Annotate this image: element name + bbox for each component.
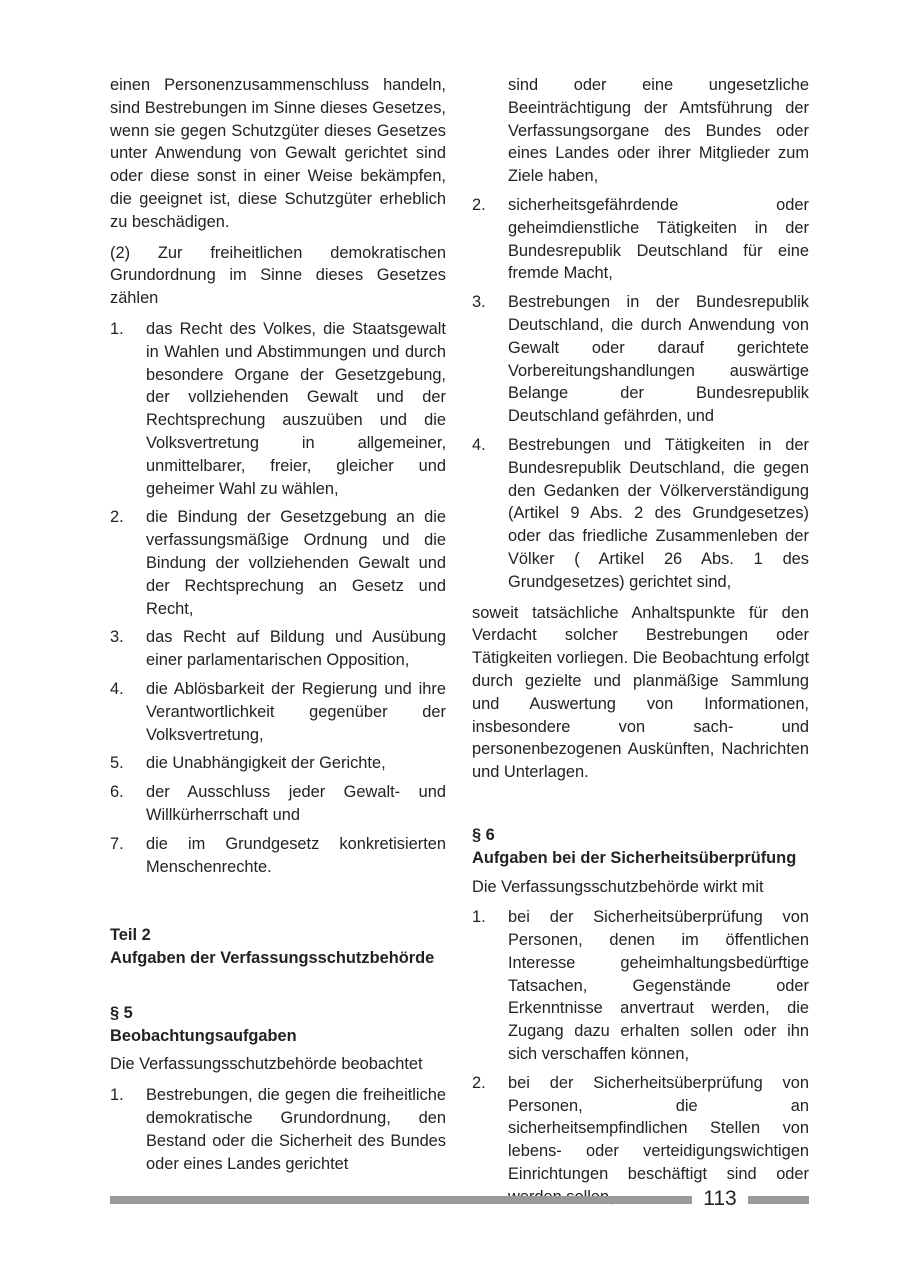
list-item-text: bei der Sicherheitsüberprüfung von Personen, denen im öffentlichen Interesse geheimhaltungsbedürftige Tatsachen, Gegenstände oder Erkenntnisse anvertraut werden, die Zugang dazu erhalten sollen oder ihn sich verschaffen können,: [508, 908, 809, 1064]
section-6-title: Aufgaben bei der Sicherheitsüberprüfung: [472, 848, 797, 867]
list-item: [110, 1084, 446, 1175]
page-number: 113: [703, 1187, 737, 1210]
list-item-text: sind oder eine ungesetzliche Beeinträchtigung der Amtsführung der Verfassungsorgane des Bundes oder eines Landes oder ihrer Mitglieder zum Ziele haben,: [508, 76, 809, 186]
list-item-text: bei der Sicherheitsüberprüfung von Personen, die an sicherheitsempfindlichen Stellen von lebens- oder verteidigungswichtigen Einrichtungen beschäftigt sind oder: [508, 1073, 809, 1184]
list-item-text: Bestrebungen, die gegen die freiheitliche demokratische Grundordnung, den Bestand oder die Sicherheit des Bundes oder eines Landes gerichtet: [146, 1086, 446, 1173]
section-5-label: § 5: [110, 1003, 133, 1022]
list-item: [472, 1072, 809, 1209]
list-number: 6.: [110, 783, 124, 802]
list-number: 3.: [110, 628, 124, 647]
list-item: [110, 506, 446, 620]
fdgo-list: [110, 318, 446, 878]
intro-paragraph: einen Personenzusammenschluss handeln, sind Bestrebungen im Sinne dieses Gesetzes, wenn sie gegen Schutzgüter dieses Gesetzes unter Anwendung von Gewalt gerichtet sind oder diese sonst in einer Weise bekämpfen, die geeignet ist, diese Schutzgüter erheblich zu beschädigen.: [110, 76, 446, 231]
list-item: [110, 833, 446, 879]
list-item-text: sicherheitsgefährdende oder geheimdienstliche Tätigkeiten in der Bundesrepublik Deutschland für eine fremde Macht,: [508, 195, 809, 283]
list-item: [472, 906, 809, 1066]
spacer: [110, 886, 446, 924]
section-6-list: [472, 906, 809, 1208]
list-item: [472, 434, 809, 594]
list-item: [110, 626, 446, 672]
footer-rule-left: [110, 1196, 692, 1204]
list-item: [472, 291, 809, 428]
list-item: [110, 752, 446, 775]
list-number: 4.: [110, 679, 124, 698]
list-number: 3.: [472, 293, 486, 312]
paragraph-2-intro: (2) Zur freiheitlichen demokratischen Grundordnung im Sinne dieses Gesetzes zählen: [110, 243, 446, 308]
list-item-text: das Recht auf Bildung und Ausübung einer parlamentarischen Opposition,: [146, 628, 446, 670]
left-column: [110, 74, 446, 1183]
list-item: [110, 781, 446, 827]
list-number: 7.: [110, 834, 124, 853]
section-5-list: [110, 1084, 446, 1175]
list-number: 2.: [472, 195, 486, 214]
list-number: 2.: [472, 1073, 486, 1092]
list-item-text: das Recht des Volkes, die Staatsgewalt in Wahlen und Abstimmungen und durch besondere Organe der Gesetzgebung, der vollziehenden Gewalt und der Rechtsprechung auszuüben und die Volksvertretung in allgemeiner, unmittelbarer, freier, gleicher und geheimer Wahl zu wählen,: [146, 319, 446, 498]
section-6-intro: Die Verfassungsschutzbehörde wirkt mit: [472, 877, 764, 896]
section-6-label: § 6: [472, 825, 495, 844]
list-number: 1.: [472, 908, 486, 927]
list-item-text: die im Grundgesetz konkretisierten Menschenrechte.: [146, 834, 446, 876]
list-number: 1.: [110, 319, 124, 338]
footer-rule-right: [748, 1196, 809, 1204]
list-item-text: die Bindung der Gesetzgebung an die verfassungsmäßige Ordnung und die Bindung der vollziehenden Gewalt und der Rechtsprechung an Gesetz und Recht,: [146, 508, 446, 618]
section-5-closing: soweit tatsächliche Anhaltspunkte für den Verdacht solcher Bestrebungen oder Tätigkeiten vorliegen. Die Beobachtung erfolgt durch gezielte und planmäßige Sammlung und Auswertung von Informationen, insbesondere von sach- und personenbezogenen Auskünften, Nachrichten und Unterlagen.: [472, 603, 809, 782]
section-5-title: Beobachtungsaufgaben: [110, 1026, 297, 1045]
spacer: [472, 792, 809, 824]
list-item-text: der Ausschluss jeder Gewalt- und Willkürherrschaft und: [146, 783, 446, 824]
section-5-intro: Die Verfassungsschutzbehörde beobachtet: [110, 1055, 423, 1074]
teil-label: Teil 2: [110, 926, 151, 945]
list-number: 4.: [472, 435, 486, 454]
list-item-text: die Unabhängigkeit der Gerichte,: [146, 754, 386, 773]
list-number: 2.: [110, 508, 124, 527]
list-item: [472, 194, 809, 285]
section-5-list-continued: [472, 74, 809, 594]
list-item-continuation: [472, 74, 809, 188]
right-column: [472, 74, 809, 1217]
list-item-text: Bestrebungen und Tätigkeiten in der Bundesrepublik Deutschland, die gegen den Gedanken der Völkerverständigung (Artikel 9 Abs. 2 des Grundgesetzes) oder das friedliche Zusammenleben der Völker ( Artikel 26 Abs. 1 des Grundgesetzes) gerichtet sind,: [508, 435, 809, 591]
teil-title: Aufgaben der Verfassungsschutzbehörde: [110, 949, 435, 968]
list-item-text: die Ablösbarkeit der Regierung und ihre Verantwortlichkeit gegenüber der Volksvertretung,: [146, 679, 446, 744]
list-item-text: Bestrebungen in der Bundesrepublik Deutschland, die durch Anwendung von Gewalt oder darauf gerichtete Vorbereitungshandlungen auswärtige Belange der Bundesrepublik Deutschland gefährden, und: [508, 293, 809, 426]
list-number: 5.: [110, 754, 124, 773]
list-item: [110, 318, 446, 500]
spacer: [110, 970, 446, 1002]
list-item: [110, 678, 446, 746]
list-number: 1.: [110, 1086, 124, 1105]
